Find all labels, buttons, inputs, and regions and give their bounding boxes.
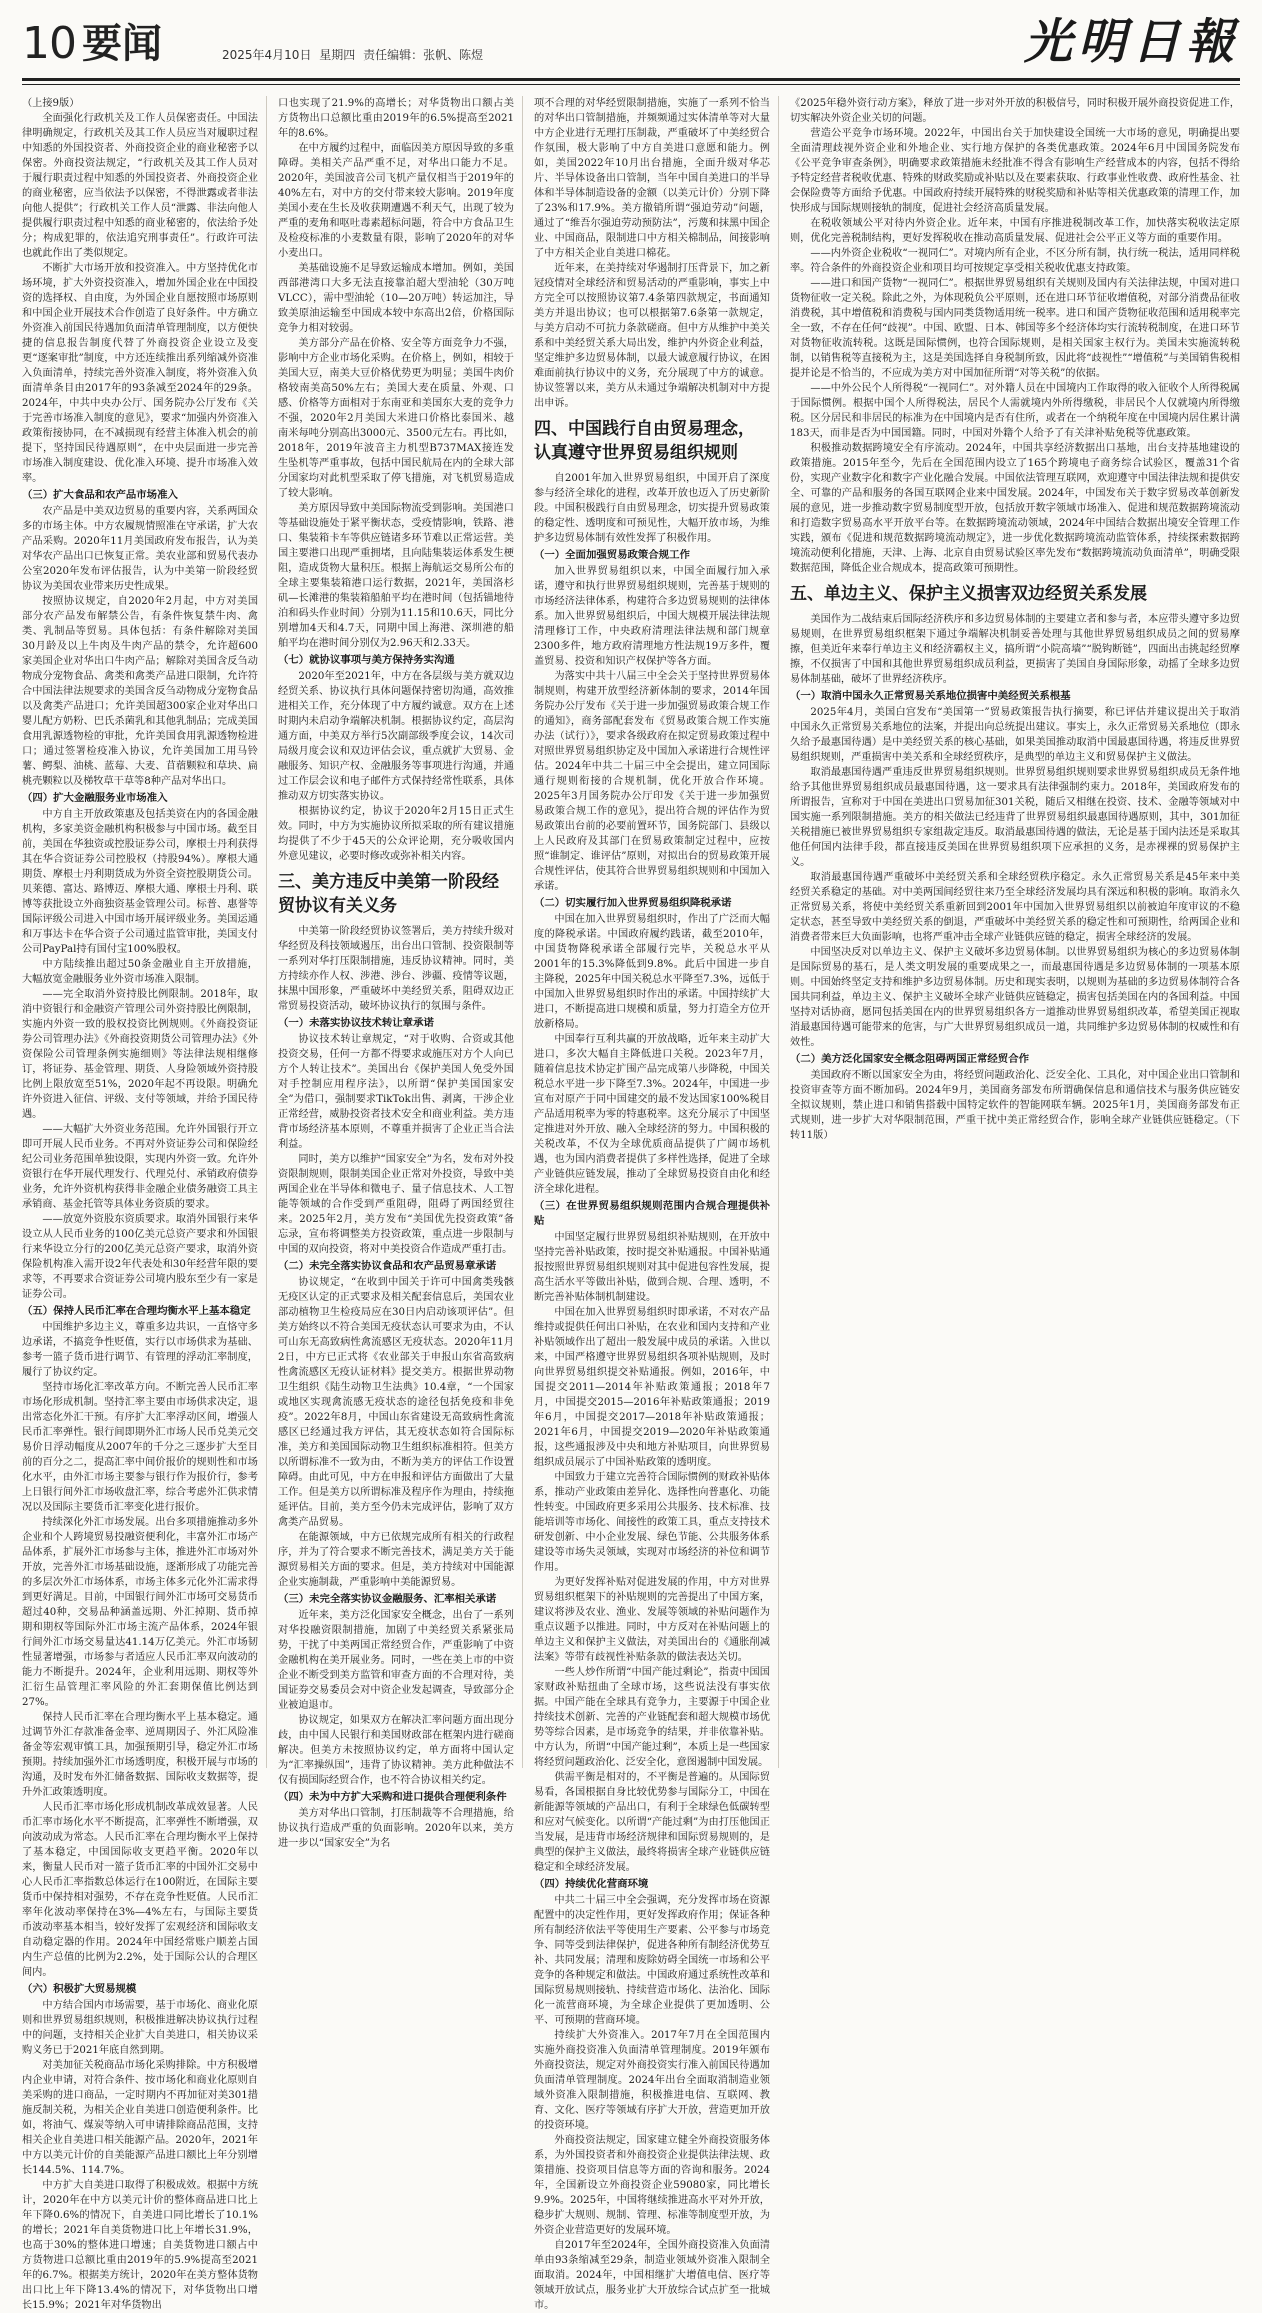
paragraph: 一些人炒作所谓“中国产能过剩论”，指责中国国家财政补贴扭曲了全球市场，这些说法没有事实依据。中国产能在全球具有竞争力，主要源于中国企业持续技术创新、完善的产业链配套和超大规模市场优势等综合因素，是市场竞争的结果，并非依靠补贴。中方认为，所谓“中国产能过剩”，本质上是一些国家将经贸问题政治化、泛安全化，意图遏制中国发展。 bbox=[534, 1667, 770, 1768]
subheading: （四）扩大金融服务业市场准入 bbox=[22, 792, 168, 804]
section-heading: 三、美方违反中美第一阶段经贸协议有关义务 bbox=[278, 872, 499, 916]
paragraph: 美国政府不断以国家安全为由，将经贸问题政治化、泛安全化、工具化，对中国企业出口管制和投资审查等方面不断加码。2024年9月，美国商务部发布所谓确保信息和通信技术与服务供应链安全拟议规则，禁止进口和销售搭载中国特定软件的智能网联车辆。2025年1月，美国商务部发布正式规则，进一步扩大对华限制范围，严重干扰中美正常经贸合作，影响全球产业链供应链稳定。（下转11版） bbox=[790, 1070, 1240, 1141]
paragraph: 为更好发挥补贴对促进发展的作用，中方对世界贸易组织框架下的补贴规则的完善提出了中国方案，建议将涉及农业、渔业、发展等领域的补贴问题作为重点议题予以推进。同时，中方反对在补贴问题上的单边主义和保护主义做法，对美国出台的《通胀削减法案》等带有歧视性补贴条款的做法表达关切。 bbox=[534, 1577, 770, 1663]
paragraph: 在中方履约过程中，面临因美方原因导致的多重障碍。美相关产品严重不足，对华出口能力不足。2020年，美国波音公司飞机产量仅相当于2019年的40%左右，对中方的交付带来较大影响。2019年度美国小麦在生长及收获期遭遇不利天气，出现了较为严重的麦角和呕吐毒素超标问题，符合中方食品卫生及检疫标准的小麦数量有限，影响了2020年的对华小麦出口。 bbox=[278, 143, 514, 259]
header-rule-thin bbox=[22, 84, 1240, 85]
paragraph: 不断扩大市场开放和投资准入。中方坚持优化市场环境，扩大外资投资准入，增加外国企业在中国投资的选择权、自由度，为外国企业自愿按照市场原则和中国企业开展技术合作创造了良好条件。中方确立外资准入前国民待遇加负面清单管理制度，以方便快捷的信息报告制度代替了外商投资企业设立及变更“逐案审批”制度，中方还连续推出系列缩减外资准入负面清单，持续完善外资准入制度，将外资准入负面清单条目由2017年的93条减至2024年的29条。2024年，中共中央办公厅、国务院办公厅发布《关于完善市场准入制度的意见》，要求“加强内外资准入政策衔接协同，在不减损现有经营主体准入机会的前提下，坚持国民待遇原则”，在中央层面进一步完善市场准入制度建设、优化准入环境、提升市场准入效率。 bbox=[22, 263, 258, 484]
paragraph: ——完全取消外资持股比例限制。2018年，取消中资银行和金融资产管理公司外资持股比例限制，实施内外资一致的股权投资比例规则。《外商投资证券公司管理办法》《外商投资期货公司管理办法》《外资保险公司管理条例实施细则》等法律法规相继修订，将证券、基金管理、期货、人身险领域外资持股比例上限放宽至51%，2020年起不再设限。明确允许外资进入征信、评级、支付等领域，并给予国民待遇。 bbox=[22, 989, 258, 1120]
paragraph: 中方自主开放政策惠及包括美资在内的各国金融机构，多家美资金融机构积极参与中国市场。截至目前，美国在华独资或控股证券公司，摩根士丹利获得其在华合资证券公司控股权（持股94%）。摩根大通期货、摩根士丹利期货成为外资全资控股期货公司。贝莱德、富达、路博迈、摩根大通、摩根士丹利、联博等获批设立外商独资基金管理公司。标普、惠誉等国际评级公司进入中国市场开展评级业务。美国运通和万事达卡在华合资子公司通过监管审批，美国支付公司PayPal持有国付宝100%股权。 bbox=[22, 809, 258, 955]
paragraph: 取消最惠国待遇严重破坏中美经贸关系和全球经贸秩序稳定。永久正常贸易关系是45年来中美经贸关系稳定的基础。对中美两国间经贸往来乃至全球经济发展均具有深远和积极的影响。取消永久正常贸易关系，将使中美经贸关系重新回到2001年中国加入世界贸易组织以前被迫年度审议的不稳定状态，甚至导致中美经贸关系的倒退，严重破坏中美经贸关系的稳定性和可预期性，给两国企业和消费者带来巨大负面影响，也将严重冲击全球产业链供应链的稳定，损害全球经济的发展。 bbox=[790, 872, 1240, 943]
subheading: （五）保持人民币汇率在合理均衡水平上基本稳定 bbox=[22, 1305, 251, 1317]
paragraph: 项不合理的对华经贸限制措施，实施了一系列不恰当的对华出口管制措施，并频频通过实体清单等对大量中方企业进行无理打压制裁，严重破坏了中美经贸合作氛围，极大影响了中方自美进口意愿和能力。例如，美国2022年10月出台措施，全面升级对华芯片、半导体设备出口管制，当年中国自美进口的半导体和半导体制造设备的金额（以美元计价）分别下降了23%和17.9%。美方撤销所谓“强迫劳动”问题，通过了“维吾尔强迫劳动预防法”，污蔑和抹黑中国企业、中国商品，限制进口中方相关棉制品，间接影响了中方相关企业自美进口棉花。 bbox=[534, 98, 770, 259]
paragraph: 美方部分产品在价格、安全等方面竞争力不强，影响中方企业市场化采购。在价格上，例如，相较于美国大豆，南美大豆价格优势更为明显；美国牛肉价格较南美高50%左右；美国大麦在质量、外观、口感、价格等方面相对于东南亚和美国东大麦的竞争力不强，2020年2月美国大米进口价格比泰国米、越南米每吨分别高出3000元、3500元左右。再比如，2018年，2019年波音主力机型B737MAX接连发生坠机等严重事故，包括中国民航局在内的全球大部分国家均对此机型采取了停飞措施，对飞机贸易造成了较大影响。 bbox=[278, 338, 514, 499]
paragraph: 供需平衡是相对的，不平衡是普遍的。从国际贸易看，各国根据自身比较优势参与国际分工，中国在新能源等领域的产品出口，有利于全球绿色低碳转型和应对气候变化。以所谓“产能过剩”为由打压他国正当发展，是违背市场经济规律和国际贸易规则的，是典型的保护主义做法，最终将损害全球产业链供应链稳定和全球经济发展。 bbox=[534, 1772, 770, 1873]
column-divider bbox=[266, 96, 267, 1768]
paragraph: 自2001年加入世界贸易组织，中国开启了深度参与经济全球化的进程，改革开放也迈入了历史新阶段。中国积极践行自由贸易理念，切实提升贸易政策的稳定性、透明度和可预见性，大幅开放市场，为维护多边贸易体制有效性发挥了积极作用。 bbox=[534, 473, 770, 544]
subheading: （二）未完全落实协议食品和农产品贸易章承诺 bbox=[278, 1260, 497, 1272]
paragraph: ——大幅扩大外资业务范围。允许外国银行开立即可开展人民币业务。不再对外资证券公司和保险经纪公司业务范围单独设限，实现内外资一致。允许外资银行在华开展代理发行、代理兑付、承销政府债券业务，允许外资机构获得非金融企业债务融资工具主承销商、基金托管等具体业务资质的要求。 bbox=[22, 1124, 258, 1210]
column-divider bbox=[522, 96, 523, 1768]
paragraph: 中共二十届三中全会强调，充分发挥市场在资源配置中的决定性作用，更好发挥政府作用；保证各种所有制经济依法平等使用生产要素、公平参与市场竞争、同等受到法律保护，促进各种所有制经济优势互补、共同发展；清理和废除妨碍全国统一市场和公平竞争的各种规定和做法。中国政府通过系统性改革和国际贸易规则接轨、持续营造市场化、法治化、国际化一流营商环境，为全球企业提供了更加透明、公平、可预期的营商环境。 bbox=[534, 1895, 770, 2026]
paragraph: 美国作为二战结束后国际经济秩序和多边贸易体制的主要建立者和参与者，本应带头遵守多边贸易规则，在世界贸易组织框架下通过争端解决机制妥善处理与其他世界贸易组织成员之间的贸易摩擦，但美近年来奉行单边主义和经济霸权主义，搞所谓“小院高墙”“脱钩断链”，四面出击挑起经贸摩擦，不仅损害了中国和其他世界贸易组织成员利益，更损害了美国自身国际形象，动摇了全球多边贸易体制基础，破坏了世界经济秩序。 bbox=[790, 614, 1240, 685]
continued-from: （上接9版） bbox=[22, 98, 80, 109]
paragraph: 中国坚定履行世界贸易组织补贴规则，在开放中坚持完善补贴政策，按时提交补贴通报。中国补贴通报按照世界贸易组织规则对其中促进包容性发展，提高生活水平等做出补贴，做到合规、合理、透明，不断完善补贴体制机制建设。 bbox=[534, 1232, 770, 1303]
subheading: （七）就协议事项与美方保持务实沟通 bbox=[278, 654, 455, 666]
editors: 责任编辑：张帆、陈煜 bbox=[363, 48, 484, 62]
article-column-3 bbox=[534, 96, 770, 2311]
paragraph: 口也实现了21.9%的高增长；对华货物出口额占美方货物出口总额比重由2019年的6.5%提高至2021年的8.6%。 bbox=[278, 98, 514, 139]
section-title: 要闻 bbox=[82, 21, 162, 67]
subheading: （一）取消中国永久正常贸易关系地位损害中美经贸关系根基 bbox=[790, 690, 1071, 702]
article-column-4 bbox=[790, 96, 1240, 1768]
page-number: 10 bbox=[22, 18, 76, 69]
paragraph: 中国坚决反对以单边主义、保护主义破坏多边贸易体制。以世界贸易组织为核心的多边贸易体制是国际贸易的基石，是人类文明发展的重要成果之一，而最惠国待遇是多边贸易体制的一项基本原则。中国始终坚定支持和维护多边贸易体制。历史和现实表明，以规则为基础的多边贸易体制符合各国共同利益，单边主义、保护主义破坏全球产业链供应链稳定，损害包括美国在内的各国利益。中国坚持对话协商，愿同包括美国在内的世界贸易组织各方一道推动世界贸易组织改革，希望美国正视取消最惠国待遇可能带来的危害，与广大世界贸易组织成员一道，共同维护多边贸易体制的权威性和有效性。 bbox=[790, 947, 1240, 1048]
paragraph: 中国在加入世界贸易组织时即承诺，不对农产品维持或提供任何出口补贴，在农业和国内支持和产业补贴领域作出了超出一般发展中成员的承诺。入世以来，中国严格遵守世界贸易组织各项补贴规则，及时向世界贸易组织提交补贴通报。例如，2016年，中国提交2011—2014年补贴政策通报；2018年7月，中国提交2015—2016年补贴政策通报；2019年6月，中国提交2017—2018年补贴政策通报；2021年6月，中国提交2019—2020年补贴政策通报，这些通报涉及中央和地方补贴项目，向世界贸易组织成员展示了中国补贴政策的透明度。 bbox=[534, 1307, 770, 1468]
masthead bbox=[22, 14, 1240, 74]
paragraph: 中国奉行互利共赢的开放战略，近年来主动扩大进口，多次大幅自主降低进口关税。2023年7月，随着信息技术协定扩围产品完成第八步降税，中国关税总水平进一步下降至7.3%。2024年，中国进一步宣布对原产于同中国建交的最不发达国家100%税目产品适用税率为零的特惠税率。这充分展示了中国坚定推进对外开放、融入全球经济的努力。中国积极的关税改革，不仅为全球优质商品提供了广阔市场机遇，也为国内消费者提供了多样性选择，促进了全球产业链供应链发展，推动了全球贸易投资自由化和经济全球化进程。 bbox=[534, 1034, 770, 1195]
paragraph: 美方对华出口管制，打压制裁等不合理措施，给协议执行造成严重的负面影响。2020年以来，美方进一步以“国家安全”为名 bbox=[278, 1808, 514, 1849]
paragraph: 人民币汇率市场化形成机制改革成效显著。人民币汇率市场化水平不断提高，汇率弹性不断增强，双向波动成为常态。人民币汇率在合理均衡水平上保持了基本稳定，中国国际收支更趋平衡。2020年以来，衡量人民币对一篮子货币汇率的中国外汇交易中心人民币汇率指数总体运行在100附近，在国际主要货币中保持相对强势，不存在竞争性贬值。人民币汇率年化波动率保持在3%—4%左右，与国际主要货币波动率基本相当，较好发挥了宏观经济和国际收支自动稳定器的作用。2024年中国经常账户顺差占国内生产总值的比例为2.2%，处于国际公认的合理区间内。 bbox=[22, 1802, 258, 1978]
column-divider bbox=[778, 96, 779, 1768]
paragraph: 坚持市场化汇率改革方向。不断完善人民币汇率市场化形成机制。坚持汇率主要由市场供求决定，退出常态化外汇干预。有序扩大汇率浮动区间，增强人民币汇率弹性。银行间即期外汇市场人民币兑美元交易价日浮动幅度从2007年的千分之三逐步扩大至目前的百分之二，提高汇率中间价报价的规则性和市场化水平，由外汇市场主要参与银行作为报价行，参考上日银行间外汇市场收盘汇率，综合考虑外汇供求情况以及国际主要货币汇率变化进行报价。 bbox=[22, 1382, 258, 1513]
paragraph: 2025年4月，美国白宫发布“美国第一”贸易政策报告执行摘要，称已评估并建议提出关于取消中国永久正常贸易关系地位的法案，并提出向总统提出建议。事实上，永久正常贸易关系地位（即永久给予最惠国待遇）是中美经贸关系的核心基础，如果美国推动取消中国最惠国待遇，将违反世界贸易组织规则，严重损害中美关系和全球经贸秩序，是典型的单边主义和贸易保护主义做法。 bbox=[790, 707, 1240, 763]
article-column-2 bbox=[278, 96, 514, 1849]
subheading: （三）未完全落实协议金融服务、汇率相关承诺 bbox=[278, 1593, 497, 1605]
issue-meta bbox=[222, 46, 483, 63]
paragraph: 持续扩大外资准入。2017年7月在全国范围内实施外商投资准入负面清单管理制度。2019年颁布外商投资法，规定对外商投资实行准入前国民待遇加负面清单管理制度。2024年出台全面取消制造业领域外资准入限制措施，积极推进电信、互联网、教育、文化、医疗等领域有序扩大开放，营造更加开放的投资环境。 bbox=[534, 2030, 770, 2131]
section-heading: 四、中国践行自由贸易理念，认真遵守世界贸易组织规则 bbox=[534, 419, 755, 463]
paragraph: 中方结合国内市场需要，基于市场化、商业化原则和世界贸易组织规则，积极推进解决协议执行过程中的问题，支持相关企业扩大自美进口，相关协议采购义务已于2021年底自然到期。 bbox=[22, 2000, 258, 2056]
subheading: （三）扩大食品和农产品市场准入 bbox=[22, 489, 178, 501]
paragraph: 取消最惠国待遇严重违反世界贸易组织规则。世界贸易组织规则要求世界贸易组织成员无条件地给予其他世界贸易组织成员最惠国待遇，这一要求具有法律强制约束力。2018年，美国政府发布的所谓报告，宣称对于中国在美进出口贸易加征301关税，随后又相继在投资、技术、金融等领域对中国实施一系列限制措施。美方的相关做法已经违背了世界贸易组织最惠国待遇原则，其中，301加征关税措施已被世界贸易组织专家组裁定违反。取消最惠国待遇的做法，无论是基于国内法还是采取其他任何国内法律手段，都直接违反美国在世界贸易组织项下应承担的义务，是赤裸裸的贸易保护主义。 bbox=[790, 767, 1240, 868]
subheading: （四）未为中方扩大采购和进口提供合理便利条件 bbox=[278, 1791, 507, 1803]
paragraph: 加入世界贸易组织以来，中国全面履行加入承诺，遵守和执行世界贸易组织规则，完善基于规则的市场经济法律体系，构建符合多边贸易规则的法律体系。加入世界贸易组织后，中国大规模开展法律法规清理修订工作，中央政府清理法律法规和部门规章2300多件，地方政府清理地方性法规19万多件，覆盖贸易、投资和知识产权保护等各方面。 bbox=[534, 566, 770, 667]
paragraph: 协议规定，“在收到中国关于许可中国禽类残骸无疫区认定的正式要求及相关配套信息后，美国农业部动植物卫生检疫局应在30日内启动该项评估”。但美方始终以不符合美国无疫状态认可要求为由，不认可山东无高致病性禽流感区无疫状态。2020年11月2日，中方已正式将《农业部关于申报山东省高致病性禽流感区无疫认证材料》提交美方。根据世界动物卫生组织《陆生动物卫生法典》10.4章，“一个国家或地区实现禽流感无疫状态的途径包括免疫和非免疫”。2022年8月，中国山东省建设无高致病性禽流感区已经通过我方评估，其无疫状态如符合国际标准，美方和美国国际动物卫生组织标准相符。但美方以所谓标准不一致为由，不断为美方的评估工作设置障碍。由此可见，中方在申报和评估方面做出了大量工作。但是美方以所谓标准及程序作为理由，持续拖延评估。目前，美方至今仍未完成评估，影响了双方禽类产品贸易。 bbox=[278, 1277, 514, 1528]
paragraph: 外商投资法规定，国家建立健全外商投资服务体系，为外国投资者和外商投资企业提供法律法规、政策措施、投资项目信息等方面的咨询和服务。2024年，全国新设立外商投资企业59080家，同比增长9.9%。2025年，中国将继续推进高水平对外开放，稳步扩大规则、规制、管理、标准等制度型开放，为外资企业营造更好的发展环境。 bbox=[534, 2135, 770, 2236]
paragraph: ——内外资企业税收“一视同仁”。对境内所有企业，不区分所有制，执行统一税法，适用同样税率。符合条件的外商投资企业和项目均可按规定享受相关税收优惠支持政策。 bbox=[790, 248, 1240, 274]
paragraph: 按照协议规定，自2020年2月起，中方对美国部分农产品发布解禁公告，有条件恢复禁牛肉、禽类、乳制品等贸易。具体包括：有条件解除对美国30月龄及以上牛肉及牛肉产品的禁令，允许超600家美国企业对华出口牛肉产品；解除对美国含反刍动物成分宠物食品、禽类和禽类产品进口限制，允许符合中国法律法规要求的美国含反刍动物成分宠物食品以及禽类产品进口；允许美国超300家企业对华出口婴儿配方奶粉、巴氏杀菌乳和其他乳制品；完成美国食用乳源透物检的审批，允许美国食用乳源透物检进口；通过签署检疫准入协议，允许美国加工用马铃薯、鳄梨、油桃、蓝莓、大麦、苜蓿颗粒和草块、扁桃壳颗粒以及梯牧草干草等8种产品对华出口。 bbox=[22, 596, 258, 787]
paragraph: 中国致力于建立完善符合国际惯例的财政补贴体系，推动产业政策由差异化、选择性向普惠化、功能性转变。中国政府更多采用公共服务、技术标准、技能培训等市场化、间接性的政策工具，重点支持技术研发创新、中小企业发展、绿色节能、公共服务体系建设等市场失灵领域，实现对市场经济的补位和调节作用。 bbox=[534, 1472, 770, 1573]
paragraph: 对美加征关税商品市场化采购排除。中方积极增内企业申请，对符合条件、按市场化和商业化原则自美采购的进口商品，一定时期内不再加征对美301措施反制关税，为相关企业自美进口创造便利条件。比如，将油气、煤炭等纳入可申请排除商品范围，支持相关企业自美进口相关能源产品。2020年，2021年中方以美元计价的自美能源产品进口额比上年分别增长144.5%、114.7%。 bbox=[22, 2060, 258, 2176]
paragraph: 在税收领域公平对待内外资企业。近年来，中国有序推进税制改革工作，加快落实税收法定原则，优化完善税制结构，更好发挥税收在推动高质量发展、促进社会公平正义等方面的重要作用。 bbox=[790, 218, 1240, 244]
paragraph: 近年来，在美持续对华遏制打压背景下，加之新冠疫情对全球经济和贸易活动的严重影响，事实上中方完全可以按照协议第7.4条第四款规定，书面通知美方并退出协议；也可以根据第7.6条第一款规定，与美方启动不可抗力条款磋商。但中方从维护中美关系和中美经贸关系大局出发，维护内外资企业利益，坚定维护多边贸易体制，以最大诚意履行协议，在困难面前执行协议中的义务，充分展现了中方的诚意。协议签署以来，美方从未通过争端解决机制对中方提出申诉。 bbox=[534, 263, 770, 409]
paragraph: 中美第一阶段经贸协议签署后，美方持续升级对华经贸及科技领域遏压，出台出口管制、投资限制等一系列对华打压限制措施，违反协议精神。同时，美方持续亦作人权、涉港、涉台、涉疆、疫情等议题，抹黑中国形象，严重破坏中美经贸关系，阻碍双边正常贸易投资活动，破坏协议执行的氛围与条件。 bbox=[278, 926, 514, 1012]
subheading: （二）美方泛化国家安全概念阻碍两国正常经贸合作 bbox=[790, 1053, 1029, 1065]
header-rule bbox=[22, 78, 1240, 81]
paragraph: ——中外公民个人所得税“一视同仁”。对外籍人员在中国境内工作取得的收入征收个人所得税属于国际惯例。根据中国个人所得税法，居民个人需就境内外所得缴税，非居民个人仅就境内所得缴税。区分居民和非居民的标准为在中国境内是否有住所，或者在一个纳税年度在中国境内居住累计满183天，而非是否为中国国籍。同时，中国对外籍个人给予了有关津补贴免税等优惠政策。 bbox=[790, 383, 1240, 439]
paragraph: 中方扩大自美进口取得了积极成效。根据中方统计，2020年在中方以美元计价的整体商品进口比上年下降0.6%的情况下，自美进口同比增长了10.1%的增长；2021年自美货物进口比上年增长31.9%，也高于30%的整体进口增速；自美货物进口额占中方货物进口总额比重由2019年的5.9%提高至2021年的6.7%。根据美方统计，2020年在美方整体货物出口比上年下降13.4%的情况下，对华货物出口增长15.9%；2021年对华货物出 bbox=[22, 2180, 258, 2311]
subheading: （六）积极扩大贸易规模 bbox=[22, 1983, 137, 1995]
paragraph: 在能源领域，中方已依规完成所有相关的行政程序，并为了符合要求不断完善技术，满足美方关于能源贸易相关方面的要求。但是，美方持续对中国能源企业实施制裁，严重影响中美能源贸易。 bbox=[278, 1532, 514, 1588]
paragraph: 自2017年至2024年，全国外商投资准入负面清单由93条缩减至29条，制造业领域外资准入限制全面取消。2024年，中国相继扩大增值电信、医疗等领域开放试点，服务业扩大开放综合试点扩至一批城市。 bbox=[534, 2240, 770, 2311]
paragraph: 积极推动数据跨境安全有序流动。2024年，中国共享经济数据出口基地，出台支持基地建设的政策措施。2015年至今，先后在全国范围内设立了165个跨境电子商务综合试验区，覆盖31个省份，实现产业数字化和数字产业化融合发展。中国依法管理互联网，欢迎遵守中国法律法规和提供安全、可靠的产品和服务的各国互联网企业来中国发展。2024年，中国发布关于数字贸易改革创新发展的意见，进一步推动数字贸易制度型开放，包括放开数字领域市场准入、促进和规范数据跨境流动和打造数字贸易高水平开放平台等。在数据跨境流动领域，2024年中国结合数据出境安全管理工作实践，颁布《促进和规范数据跨境流动规定》，进一步优化数据跨境流动监管体系，持续探索数据跨境流动便利化措施，天津、上海、北京自由贸易试验区率先发布“数据跨境流动负面清单”，明确受限数据范围，降低企业合规成本，提高政策可预期性。 bbox=[790, 443, 1240, 574]
paragraph: 协议技术转让章规定，“对于收购、合资或其他投资交易，任何一方都不得要求或施压对方个人向已方个人转让技术”。美国出台《保护美国人免受外国对手控制应用程序法》，以所谓“保护美国国家安全”为借口，强制要求TikTok出售、剥离，干涉企业正常经营，威胁投资者技术安全和商业利益。美方违背市场经济基本原则，不尊重并损害了企业正当合法利益。 bbox=[278, 1034, 514, 1150]
paragraph: 农产品是中美双边贸易的重要内容，关系两国众多的市场主体。中方农履规情照准在守承诺，扩大农产品采购。2020年11月美国政府发布报告，认为美对华农产品出口已恢复正常。美农业部和贸易代表办公室2020年发布评估报告，认为中美第一阶段经贸协议为美国农业带来历史性成果。 bbox=[22, 506, 258, 592]
newspaper-logo: 光明日報 bbox=[1023, 14, 1240, 70]
issue-weekday: 星期四 bbox=[319, 48, 356, 62]
paragraph: 美方原因导致中美国际物流受到影响。美国港口等基础设施处于紧平衡状态，受疫情影响，铁路、港口、集装箱卡车等供应链诸多环节难以正常运营。美国主要港口出现严重拥堵，且向陆集装运体系发生梗阻，造成货物大量积压。根据上海航运交易所公布的全球主要集装箱港口运行数据，2021年，美国洛杉矶—长滩港的集装箱船舶平均在港时间（包括锚地待泊和码头作业时间）分别为11.15和10.6天，同比分别增加4天和4.7天，同期中国上海港、深圳港的船舶平均在港时间分别仅为2.96天和2.33天。 bbox=[278, 503, 514, 649]
article-column-1 bbox=[22, 96, 258, 2311]
paragraph: ——放宽外资股东资质要求。取消外国银行来华设立从人民币业务的100亿美元总资产要求和外国银行来华设立分行的200亿美元总资产要求，取消外资保险机构准入需开设2年代表处和30年经营年限的要求等，不再要求合资证券公司境内股东至少有一家是证券公司。 bbox=[22, 1214, 258, 1300]
paragraph: 美基础设施不足导致运输成本增加。例如，美国西部港湾口大多无法直接靠泊超大型油轮（30万吨VLCC），需中型油轮（10—20万吨）转运加注，导致美原油运输至中国成本较中东高出2倍，价格国际竞争力相对较弱。 bbox=[278, 263, 514, 334]
paragraph: 《2025年稳外资行动方案》，释放了进一步对外开放的积极信号，同时积极开展外商投资促进工作，切实解决外资企业关切的问题。 bbox=[790, 98, 1240, 124]
paragraph: 营造公平竞争市场环境。2022年，中国出台关于加快建设全国统一大市场的意见，明确提出要全面清理歧视外资企业和外地企业、实行地方保护的各类优惠政策。2024年6月中国国务院发布《公平竞争审查条例》，明确要求政策措施未经批准不得含有影响生产经营成本的内容，包括不得给予特定经营者税收优惠、特殊的财政奖励或补贴以及在要素获取、行政事业性收费、政府性基金、社会保险费等方面给予优惠。中国政府持续开展特殊的财税奖励和补贴等相关优惠政策的清理工作，加快形成与国际规则接轨的制度，促进社会经济高质量发展。 bbox=[790, 128, 1240, 214]
paragraph: 2020年至2021年，中方在各层级与美方就双边经贸关系、协议执行具体问题保持密切沟通，高效推进相关工作，充分体现了中方履约诚意。双方在上述时期内未启动争端解决机制。根据协议约定，高层沟通方面，中美双方举行5次副部级季度会议，14次司局级月度会议和双边评估会议，重点就扩大贸易、金融服务、知识产权、金融服务等事项进行沟通，并通过工作层会议和电子邮件方式保持经常性联系，具体推动双方切实落实协议。 bbox=[278, 671, 514, 802]
paragraph: 协议规定，如果双方在解决汇率问题方面出现分歧，由中国人民银行和美国财政部在框架内进行磋商解决。但美方未按照协议约定，单方面将中国认定为“汇率操纵国”，违背了协议精神。美方此种做法不仅有损国际经贸合作，也不符合协议相关约定。 bbox=[278, 1715, 514, 1786]
subheading: （三）在世界贸易组织规则范围内合规合理提供补贴 bbox=[534, 1200, 770, 1227]
paragraph: 中国在加入世界贸易组织时，作出了广泛而大幅度的降税承诺。中国政府履约践诺，截至2010年，中国货物降税承诺全部履行完毕，关税总水平从2001年的15.3%降低到9.8%。此后中国进一步自主降税，2025年中国关税总水平降至7.3%，远低于中国加入世界贸易组织时作出的承诺。中国持续扩大进口，不断提高进口规模和质量，努力打造全方位开放新格局。 bbox=[534, 914, 770, 1030]
subheading: （一）未落实协议技术转让章承诺 bbox=[278, 1017, 434, 1029]
subheading: （二）切实履行加入世界贸易组织降税承诺 bbox=[534, 897, 732, 909]
paragraph: 中国维护多边主义，尊重多边共识，一直恪守多边承诺，不搞竞争性贬值，实行以市场供求为基础、参考一篮子货币进行调节、有管理的浮动汇率制度，履行了协议约定。 bbox=[22, 1322, 258, 1378]
paragraph: 保持人民币汇率在合理均衡水平上基本稳定。通过调节外汇存款准备金率、逆周期因子、外汇风险准备金等宏观审慎工具，加强预期引导，稳定外汇市场预期。持续加强外汇市场透明度，积极开展与市场的沟通，及时发布外汇储备数据、国际收支数据等，提升外汇政策透明度。 bbox=[22, 1712, 258, 1798]
section-heading: 五、单边主义、保护主义损害双边经贸关系发展 bbox=[790, 584, 1147, 604]
paragraph: 全面强化行政机关及工作人员保密责任。中国法律明确规定，行政机关及其工作人员应当对履职过程中知悉的外国投资者、外商投资企业的商业秘密予以保密。外商投资法规定，“行政机关及其工作人员对于履行职责过程中知悉的外国投资者、外商投资企业的商业秘密，应当依法予以保密，不得泄露或者非法向他人提供”；行政机关工作人员“泄露、非法向他人提供履行职责过程中知悉的商业秘密的，依法给予处分；构成犯罪的，依法追究刑事责任”。行政许可法也就此作出了类似规定。 bbox=[22, 113, 258, 259]
paragraph: 同时，美方以维护“国家安全”为名，发布对外投资限制规则，限制美国企业正常对外投资，导致中美两国企业在半导体和微电子、量子信息技术、人工智能等领域的合作受到严重阻碍，阻碍了两国经贸往来。2025年2月，美方发布“美国优先投资政策”备忘录，宣布将调整美方投资政策，重点进一步限制与中国的双向投资，将对中美投资合作造成严重打击。 bbox=[278, 1154, 514, 1255]
paragraph: 近年来，美方泛化国家安全概念，出台了一系列对华投融资限制措施，加剧了中美经贸关系紧张局势，干扰了中美两国正常经贸合作，严重影响了中资金融机构在美开展业务。同时，一些在美上市的中资企业不断受到美方监管和审查方面的不合理对待，美国证券交易委员会对中资企业发起调查，导致部分企业被迫退市。 bbox=[278, 1610, 514, 1711]
paragraph: 为落实中共十八届三中全会关于坚持世界贸易体制规则，构建开放型经济新体制的要求，2014年国务院办公厅发布《关于进一步加强贸易政策合规工作的通知》，商务部配套发布《贸易政策合规工作实施办法（试行）》，要求各级政府在拟定贸易政策过程中对照世界贸易组织协定及中国加入承诺进行合规性评估。2024年中共二十届三中全会提出，建立同国际通行规则衔接的合规机制，优化开放合作环境。2025年3月国务院办公厅印发《关于进一步加强贸易政策合规工作的意见》，提出符合规的评估作为贸易政策出台前的必要前置环节，国务院部门、县级以上人民政府及其部门在贸易政策制定过程中，应按照“谁制定、谁评估”原则，对拟出台的贸易政策开展合规性评估，使其符合世界贸易组织规则和中国加入承诺。 bbox=[534, 671, 770, 892]
paragraph: 持续深化外汇市场发展。出台多项措施推动多外企业和个人跨境贸易投融资便利化，丰富外汇市场产品体系，扩展外汇市场参与主体，推进外汇市场对外开放，完善外汇市场基础设施，逐渐形成了功能完善的多层次外汇市场体系，市场主体多元化外汇需求得到更好满足。目前，中国银行间外汇市场可交易货币超过40种，交易品种涵盖远期、外汇掉期、货币掉期和期权等国际外汇市场主流产品体系，2024年银行间外汇市场交易量达41.14万亿美元。外汇市场韧性显著增强，市场参与者适应人民币汇率双向波动的能力不断提升。2024年，企业利用远期、期权等外汇衍生品管理汇率风险的外汇套期保值比例达到27%。 bbox=[22, 1517, 258, 1708]
issue-date: 2025年4月10日 bbox=[222, 48, 312, 62]
paragraph: 根据协议约定，协议于2020年2月15日正式生效。同时，中方为实施协议所拟采取的所有建议措施均提供了不少于45天的公众评论期，充分吸收国内外意见建议，必要时修改或弥补相关内容。 bbox=[278, 806, 514, 862]
subheading: （四）持续优化营商环境 bbox=[534, 1878, 649, 1890]
subheading: （一）全面加强贸易政策合规工作 bbox=[534, 549, 690, 561]
paragraph: ——进口和国产货物“一视同仁”。根据世界贸易组织有关规则及国内有关法律法规，中国对进口货物征收一定关税。除此之外，为体现税负公平原则，还在进口环节征收增值税，对部分消费品征收消费税，其中增值税和消费税与国内同类货物适用统一税率。进口和国产货物征收范围和适用税率完全一致，不存在任何“歧视”。中国、欧盟、日本、韩国等多个经济体均实行流转税制度，在进口环节对货物征收流转税。这既是国际惯例，也符合国际规则，是相关国家主权行为。美国未实施流转税制，以销售税等直接税为主，这是美国选择自身税制所致，因此将“歧视性”“增值税”与美国销售税相提并论是不恰当的，不应成为美方对中国加征所谓“对等关税”的依据。 bbox=[790, 278, 1241, 379]
paragraph: 中方陆续推出超过50条金融业自主开放措施，大幅放宽金融服务业外资市场准入限制。 bbox=[22, 959, 258, 985]
